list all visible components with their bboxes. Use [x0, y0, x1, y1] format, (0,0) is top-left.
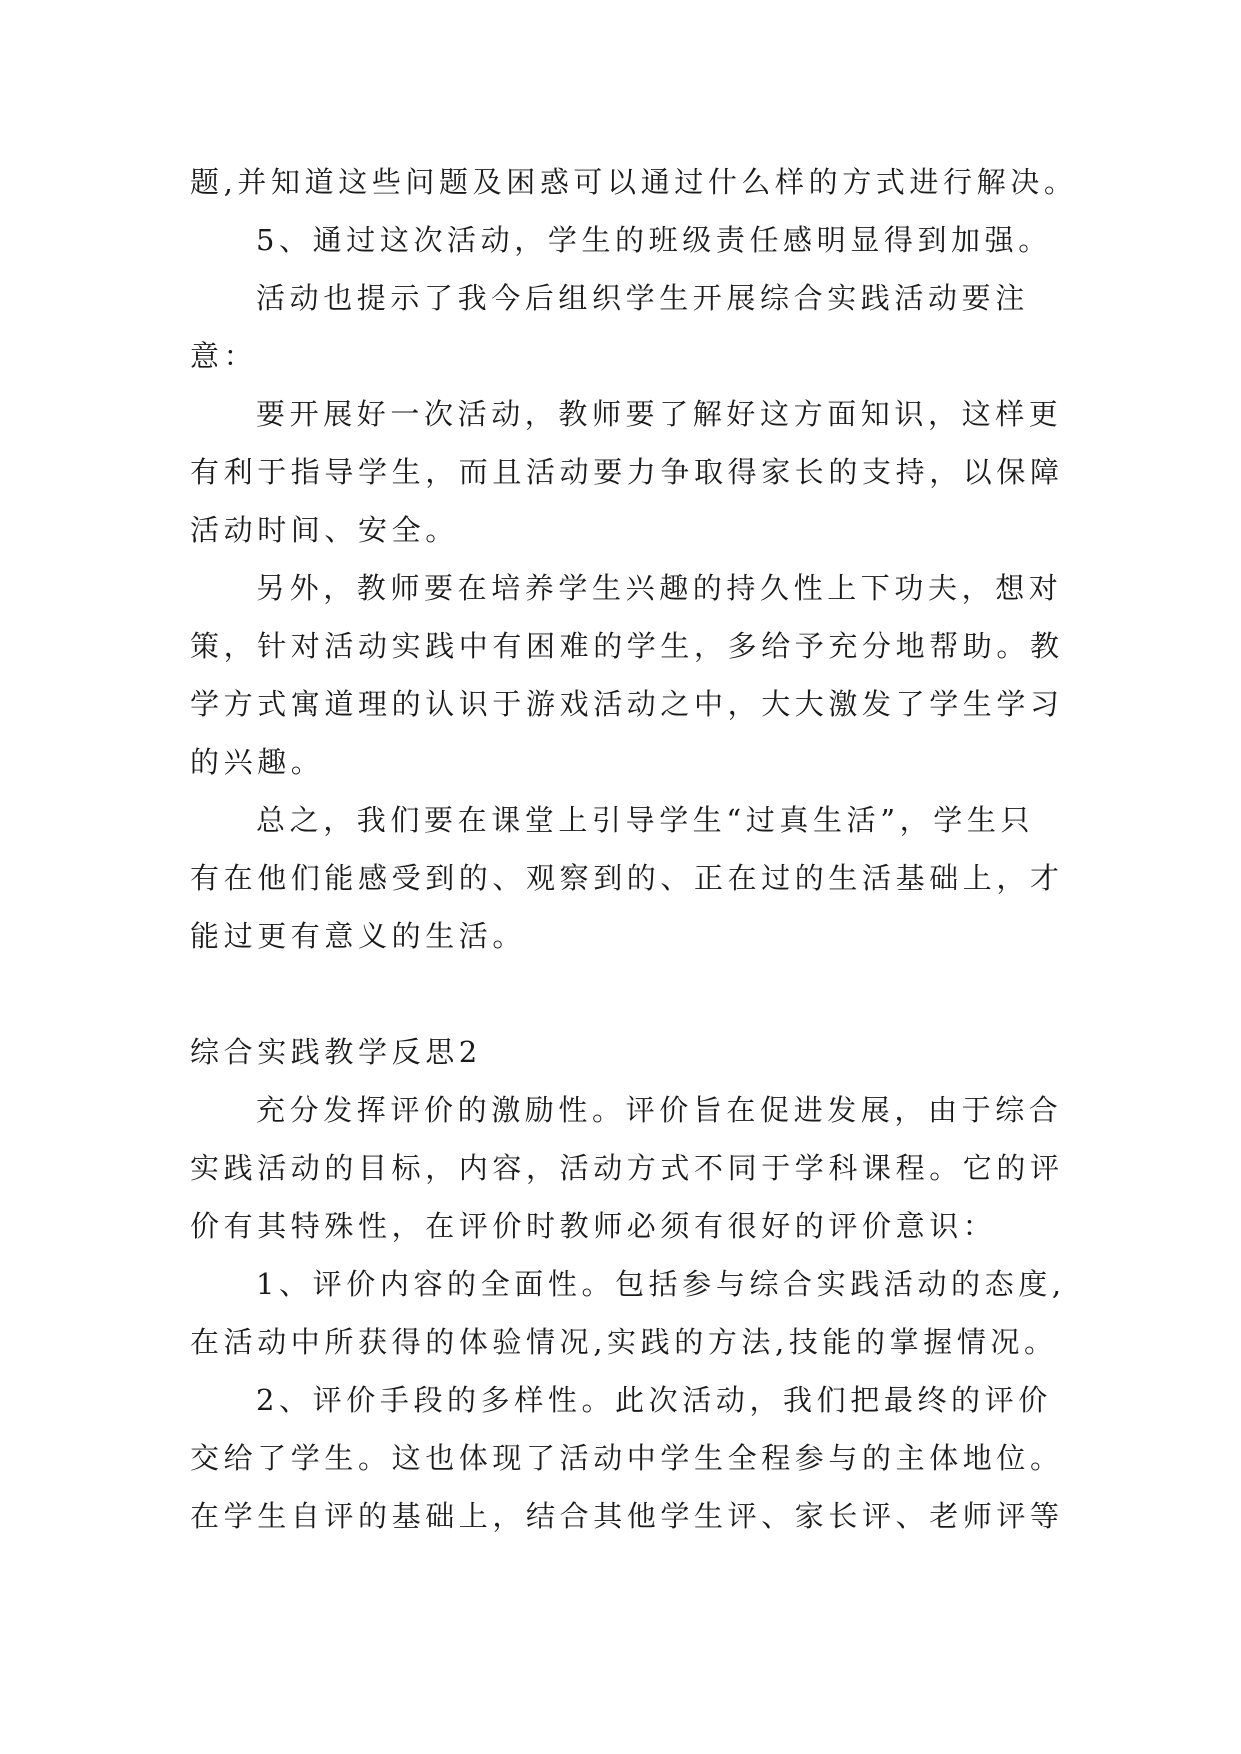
paragraph-line: 总之，我们要在课堂上引导学生“过真生活”，学生只	[256, 803, 1035, 837]
paragraph-line: 活动也提示了我今后组织学生开展综合实践活动要注	[256, 281, 1029, 315]
paragraph-line: 能过更有意义的生活。	[190, 919, 527, 953]
paragraph-line: 的兴趣。	[190, 745, 325, 779]
paragraph-line: 有利于指导学生，而且活动要力争取得家长的支持，以保障	[190, 455, 1064, 489]
document-body	[190, 153, 1078, 1545]
paragraph-line: 活动时间、安全。	[190, 513, 459, 547]
paragraph-line: 实践活动的目标，内容，活动方式不同于学科课程。它的评	[190, 1151, 1064, 1185]
paragraph-line: 交给了学生。这也体现了活动中学生全程参与的主体地位。	[190, 1441, 1064, 1475]
paragraph-line: 在活动中所获得的体验情况,实践的方法,技能的掌握情况。	[190, 1325, 1058, 1359]
paragraph-line: 价有其特殊性，在评价时教师必须有很好的评价意识：	[190, 1209, 997, 1243]
section-title: 综合实践教学反思2	[190, 1035, 482, 1069]
paragraph-line: 5、通过这次活动，学生的班级责任感明显得到加强。	[256, 223, 1052, 257]
paragraph-line: 2、评价手段的多样性。此次活动，我们把最终的评价	[256, 1383, 1052, 1417]
paragraph-line: 另外，教师要在培养学生兴趣的持久性上下功夫，想对	[256, 571, 1063, 605]
section-spacer	[190, 965, 1055, 1023]
paragraph-line: 1、评价内容的全面性。包括参与综合实践活动的态度,	[256, 1267, 1066, 1301]
paragraph-line: 题,并知道这些问题及困惑可以通过什么样的方式进行解决。	[190, 165, 1078, 199]
paragraph-line: 在学生自评的基础上，结合其他学生评、家长评、老师评等	[190, 1499, 1064, 1533]
paragraph-line: 有在他们能感受到的、观察到的、正在过的生活基础上，才	[190, 861, 1064, 895]
paragraph-line: 策，针对活动实践中有困难的学生，多给予充分地帮助。教	[190, 629, 1064, 663]
paragraph-line: 充分发挥评价的激励性。评价旨在促进发展，由于综合	[256, 1093, 1063, 1127]
paragraph-line: 学方式寓道理的认识于游戏活动之中，大大激发了学生学习	[190, 687, 1064, 721]
paragraph-line: 要开展好一次活动，教师要了解好这方面知识，这样更	[256, 397, 1063, 431]
paragraph-line: 意：	[190, 339, 258, 373]
